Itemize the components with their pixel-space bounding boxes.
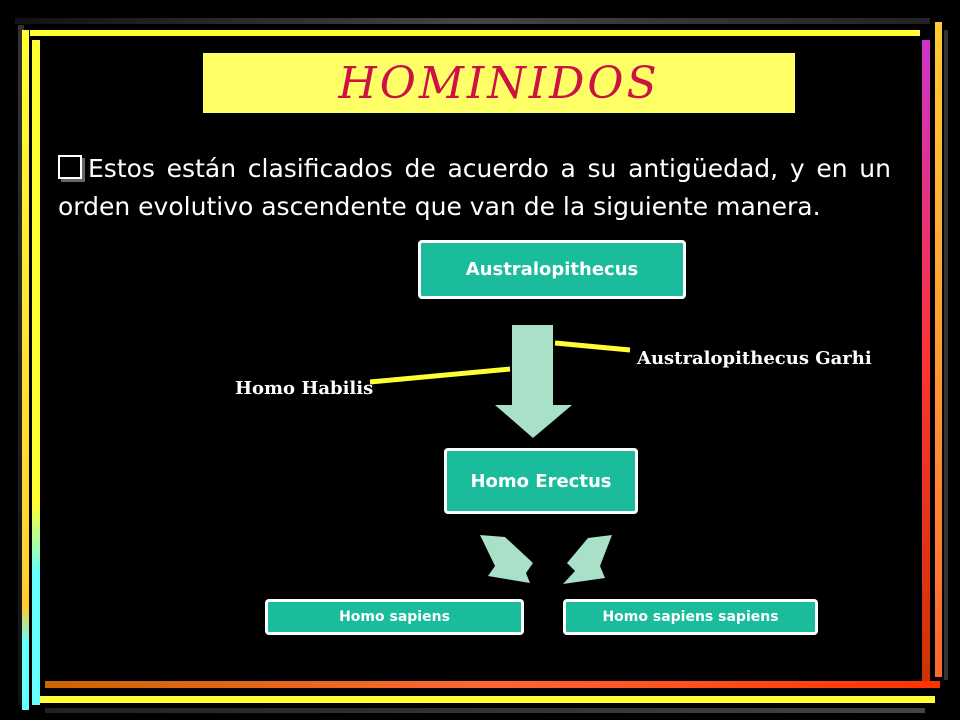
intro-text: Estos están clasificados de acuerdo a su antigüedad, y en un orden evolutivo ascendente que van de la siguiente manera.: [58, 154, 891, 221]
connector-line-habilis: [370, 369, 510, 382]
node-homo-sapiens-label: Homo sapiens: [339, 609, 450, 625]
node-homo-sapiens-sapiens: [563, 599, 818, 635]
node-homo-sapiens: [265, 599, 524, 635]
node-homo-erectus: [444, 448, 638, 514]
node-homo-erectus-label: Homo Erectus: [470, 470, 612, 492]
connector-line-garhi: [555, 343, 630, 350]
page-title: HOMINIDOS: [338, 57, 660, 109]
node-australopithecus: [418, 240, 686, 299]
arrow-to-homo-sapiens-sapiens: [563, 535, 612, 584]
arrow-to-homo-sapiens: [480, 535, 533, 583]
node-australopithecus-label: Australopithecus: [465, 259, 639, 280]
label-homo-habilis: Homo Habilis: [235, 378, 374, 399]
node-homo-sapiens-sapiens-label: Homo sapiens sapiens: [602, 609, 779, 625]
label-australopithecus-garhi: Australopithecus Garhi: [637, 348, 872, 369]
